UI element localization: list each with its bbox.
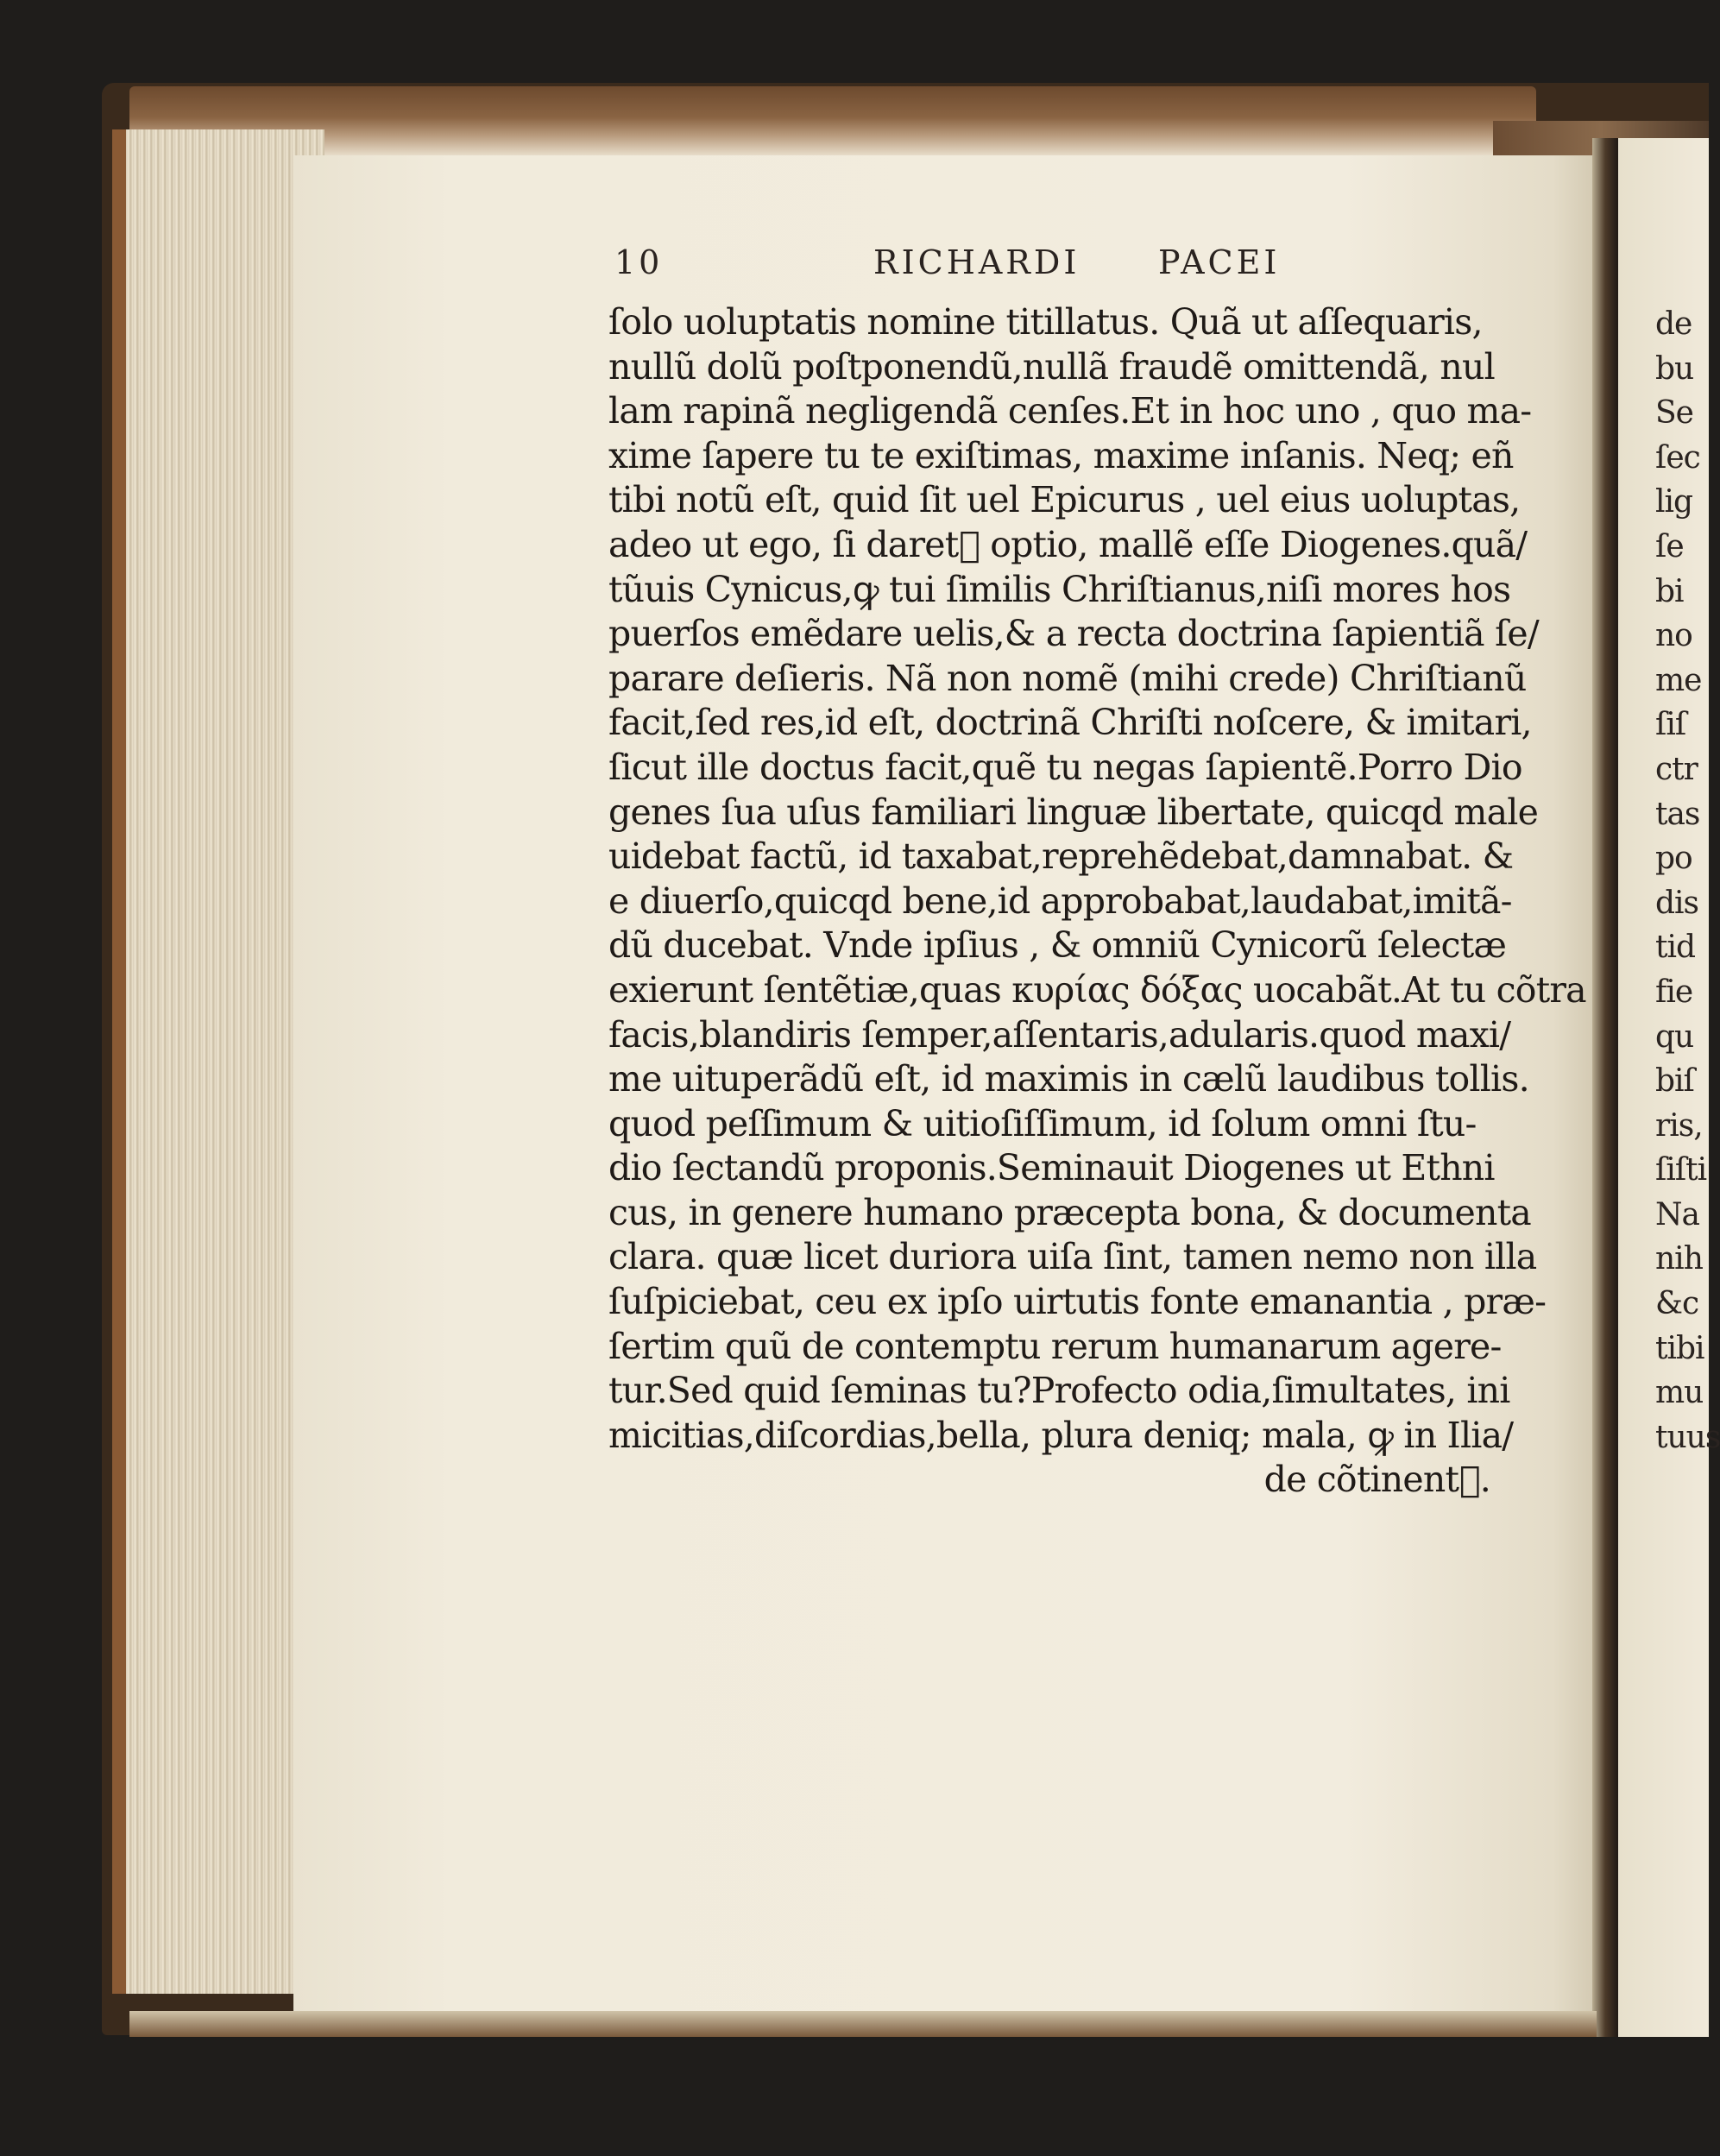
running-title-surname: PACEI — [1158, 243, 1281, 281]
facing-line: nih — [1655, 1241, 1703, 1277]
bottom-cover-edge — [129, 2011, 1597, 2037]
text-line: dio ſectandũ proponis.Seminauit Diogenes ut Ethni — [608, 1147, 1495, 1189]
text-line: ſuſpiciebat, ceu ex ipſo uirtutis fonte emanantia , præ- — [608, 1281, 1547, 1323]
facing-line: de — [1655, 306, 1692, 342]
text-line: puerſos emẽdare uelis,& a recta doctrina ſapientiã ſe/ — [608, 613, 1539, 655]
text-line: facis,blandiris ſemper,aſſentaris,adularis.quod maxi/ — [608, 1013, 1511, 1056]
text-line: xime ſapere tu te exiſtimas, maxime inſanis. Neq; eñ — [608, 434, 1514, 476]
facing-line: ſiſ — [1655, 707, 1686, 743]
text-line: exierunt ſentẽtiæ,quas κυρίας δόξας uocabãt.At tu cõtra — [608, 968, 1586, 1011]
facing-line: Se — [1655, 395, 1693, 432]
text-line: parare deſieris. Nã non nomẽ (mihi crede) Chriſtianũ — [608, 657, 1527, 699]
text-line: ſertim quũ de contemptu rerum humanarum agere- — [608, 1325, 1502, 1367]
text-line: adeo ut ego, ſi daret᷑ optio, mallẽ eſſe Diogenes.quã/ — [608, 523, 1528, 565]
facing-line: dis — [1655, 885, 1699, 921]
catchword-line: de cõtinent᷑. — [1263, 1459, 1490, 1501]
body-text — [608, 300, 1586, 1503]
text-line: lam rapinã negligendã cenſes.Et in hoc uno , quo ma- — [608, 390, 1532, 432]
text-line: uidebat factũ, id taxabat,reprehẽdebat,damnabat. & — [608, 835, 1514, 878]
text-line: facit,ſed res,id eſt, doctrinã Chriſti noſcere, & imitari, — [608, 702, 1532, 744]
facing-line: qu — [1655, 1018, 1694, 1055]
facing-line: tas — [1655, 796, 1700, 832]
text-line: quod peſſimum & uitioſiſſimum, id ſolum omni ſtu- — [608, 1102, 1477, 1144]
facing-line: bi — [1655, 573, 1684, 609]
cover-top-edge — [129, 86, 1536, 155]
page-number: 10 — [614, 243, 664, 281]
facing-line: bu — [1655, 350, 1694, 387]
facing-line: lig — [1655, 484, 1693, 520]
facing-line: fie — [1655, 974, 1693, 1010]
running-header — [614, 243, 1322, 287]
text-line: clara. quæ licet duriora uiſa ſint, tamen nemo non illa — [608, 1236, 1537, 1278]
text-line: genes ſua uſus familiari linguæ libertate, quicqd male — [608, 791, 1539, 833]
text-line: dũ ducebat. Vnde ipſius , & omniũ Cynicorũ ſelectæ — [608, 924, 1507, 967]
text-line: nullũ dolũ poſtponendũ,nullã fraudẽ omittendã, nul — [608, 345, 1495, 388]
facing-line: me — [1655, 662, 1702, 698]
text-line: ſolo uoluptatis nomine titillatus. Quã ut aſſequaris, — [608, 301, 1483, 343]
facing-line: Na — [1655, 1196, 1699, 1232]
text-line: me uituperãdũ eſt, id maximis in cælũ laudibus tollis. — [608, 1058, 1529, 1100]
facing-line: po — [1655, 841, 1692, 877]
facing-line: no — [1655, 618, 1692, 654]
gutter — [1592, 138, 1618, 2037]
facing-line: tuus — [1655, 1419, 1720, 1455]
text-line: tibi notũ eſt, quid ſit uel Epicurus , uel eius uoluptas, — [608, 479, 1521, 521]
facing-line: &c — [1655, 1286, 1699, 1322]
text-line: ſicut ille doctus facit,quẽ tu negas ſapientẽ.Porro Dio — [608, 746, 1522, 788]
facing-line: ſe — [1655, 528, 1684, 564]
facing-line: ris, — [1655, 1107, 1703, 1144]
facing-line: tid — [1655, 930, 1696, 966]
facing-line: ſec — [1655, 439, 1700, 476]
running-title-author: RICHARDI — [873, 243, 1081, 281]
facing-page-fragments — [1655, 302, 1720, 1459]
facing-line: tibi — [1655, 1330, 1704, 1366]
text-line: tur.Sed quid ſeminas tu?Profecto odia,ſimultates, ini — [608, 1370, 1510, 1412]
text-line: tũuis Cynicus,ꝙ tui ſimilis Chriſtianus,niſi mores hos — [608, 568, 1511, 610]
facing-line: mu — [1655, 1375, 1704, 1411]
text-line: cus, in genere humano præcepta bona, & documenta — [608, 1191, 1531, 1233]
text-line: e diuerſo,quicqd bene,id approbabat,laudabat,imitã- — [608, 879, 1512, 922]
text-line: micitias,diſcordias,bella, plura deniq; mala, ꝙ in Ilia/ — [608, 1414, 1514, 1456]
facing-line: biſ — [1655, 1063, 1694, 1100]
facing-line: ſiſti — [1655, 1152, 1707, 1188]
facing-line: ctr — [1655, 751, 1698, 787]
